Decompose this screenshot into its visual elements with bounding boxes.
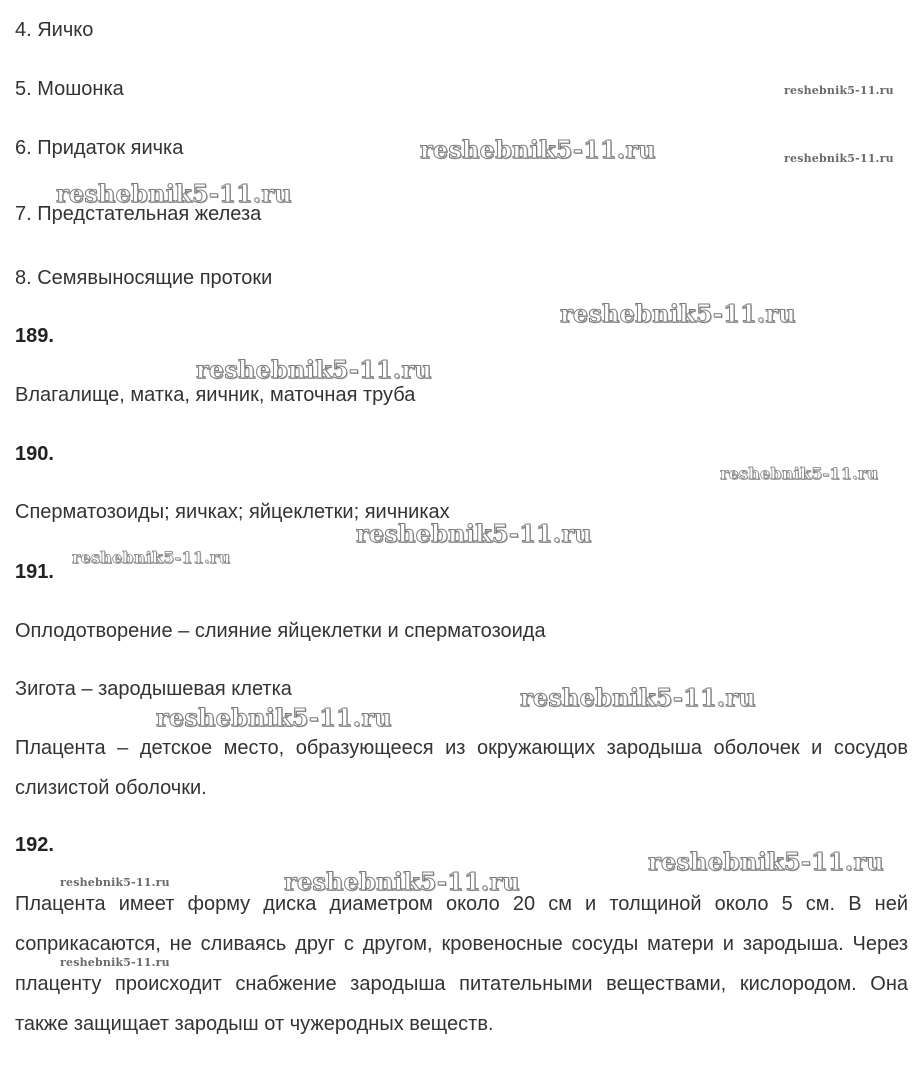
section-192-answer: Плацента имеет форму диска диаметром около 20 см и толщиной около 5 см. В ней соприкасаются, не сливаясь друг с другом, кровеносные сосуды матери и зародыша. Через плаценту происходит снабжение зародыша питательными веществами, кислородом. Она также защищает зародыш от чужеродных веществ. [15,893,908,1035]
list-item-prostate: 7. Предстательная железа [15,203,262,225]
list-item-testis: 4. Яичко [15,19,94,41]
watermark-logo: reshebnik5-11.ru [56,179,292,208]
section-189-answer: Влагалище, матка, яичник, маточная труба [15,384,416,406]
watermark-logo: reshebnik5-11.ru [196,355,432,384]
watermark-logo: reshebnik5-11.ru [420,135,656,164]
list-item-vas-deferens: 8. Семявыносящие протоки [15,267,273,289]
watermark-logo: reshebnik5-11.ru [560,299,796,328]
section-191-fertilization: Оплодотворение – слияние яйцеклетки и сперматозоида [15,620,546,642]
watermark-logo: reshebnik5-11.ru [284,867,520,896]
watermark-logo: reshebnik5-11.ru [648,847,884,876]
watermark-logo: reshebnik5-11.ru [156,703,392,732]
watermark-logo: reshebnik5-11.ru [720,464,879,483]
section-191-placenta: Плацента – детское место, образующееся из окружающих зародыша оболочек и сосудов слизистой оболочки. [15,737,908,799]
section-190-answer: Сперматозоиды; яичках; яйцеклетки; яичниках [15,501,450,523]
watermark-logo: reshebnik5-11.ru [356,519,592,548]
list-item-epididymis: 6. Придаток яичка [15,137,184,159]
watermark-logo: reshebnik5-11.ru [60,956,170,969]
section-189-number: 189. [15,325,54,347]
section-190-number: 190. [15,443,54,465]
watermark-logo: reshebnik5-11.ru [72,548,231,567]
section-192-number: 192. [15,834,54,856]
list-item-scrotum: 5. Мошонка [15,78,124,100]
watermark-logo: reshebnik5-11.ru [784,84,894,97]
watermark-logo: reshebnik5-11.ru [520,683,756,712]
section-191-zygote: Зигота – зародышевая клетка [15,678,292,700]
section-191-number: 191. [15,561,54,583]
watermark-logo: reshebnik5-11.ru [784,152,894,165]
watermark-logo: reshebnik5-11.ru [60,876,170,889]
